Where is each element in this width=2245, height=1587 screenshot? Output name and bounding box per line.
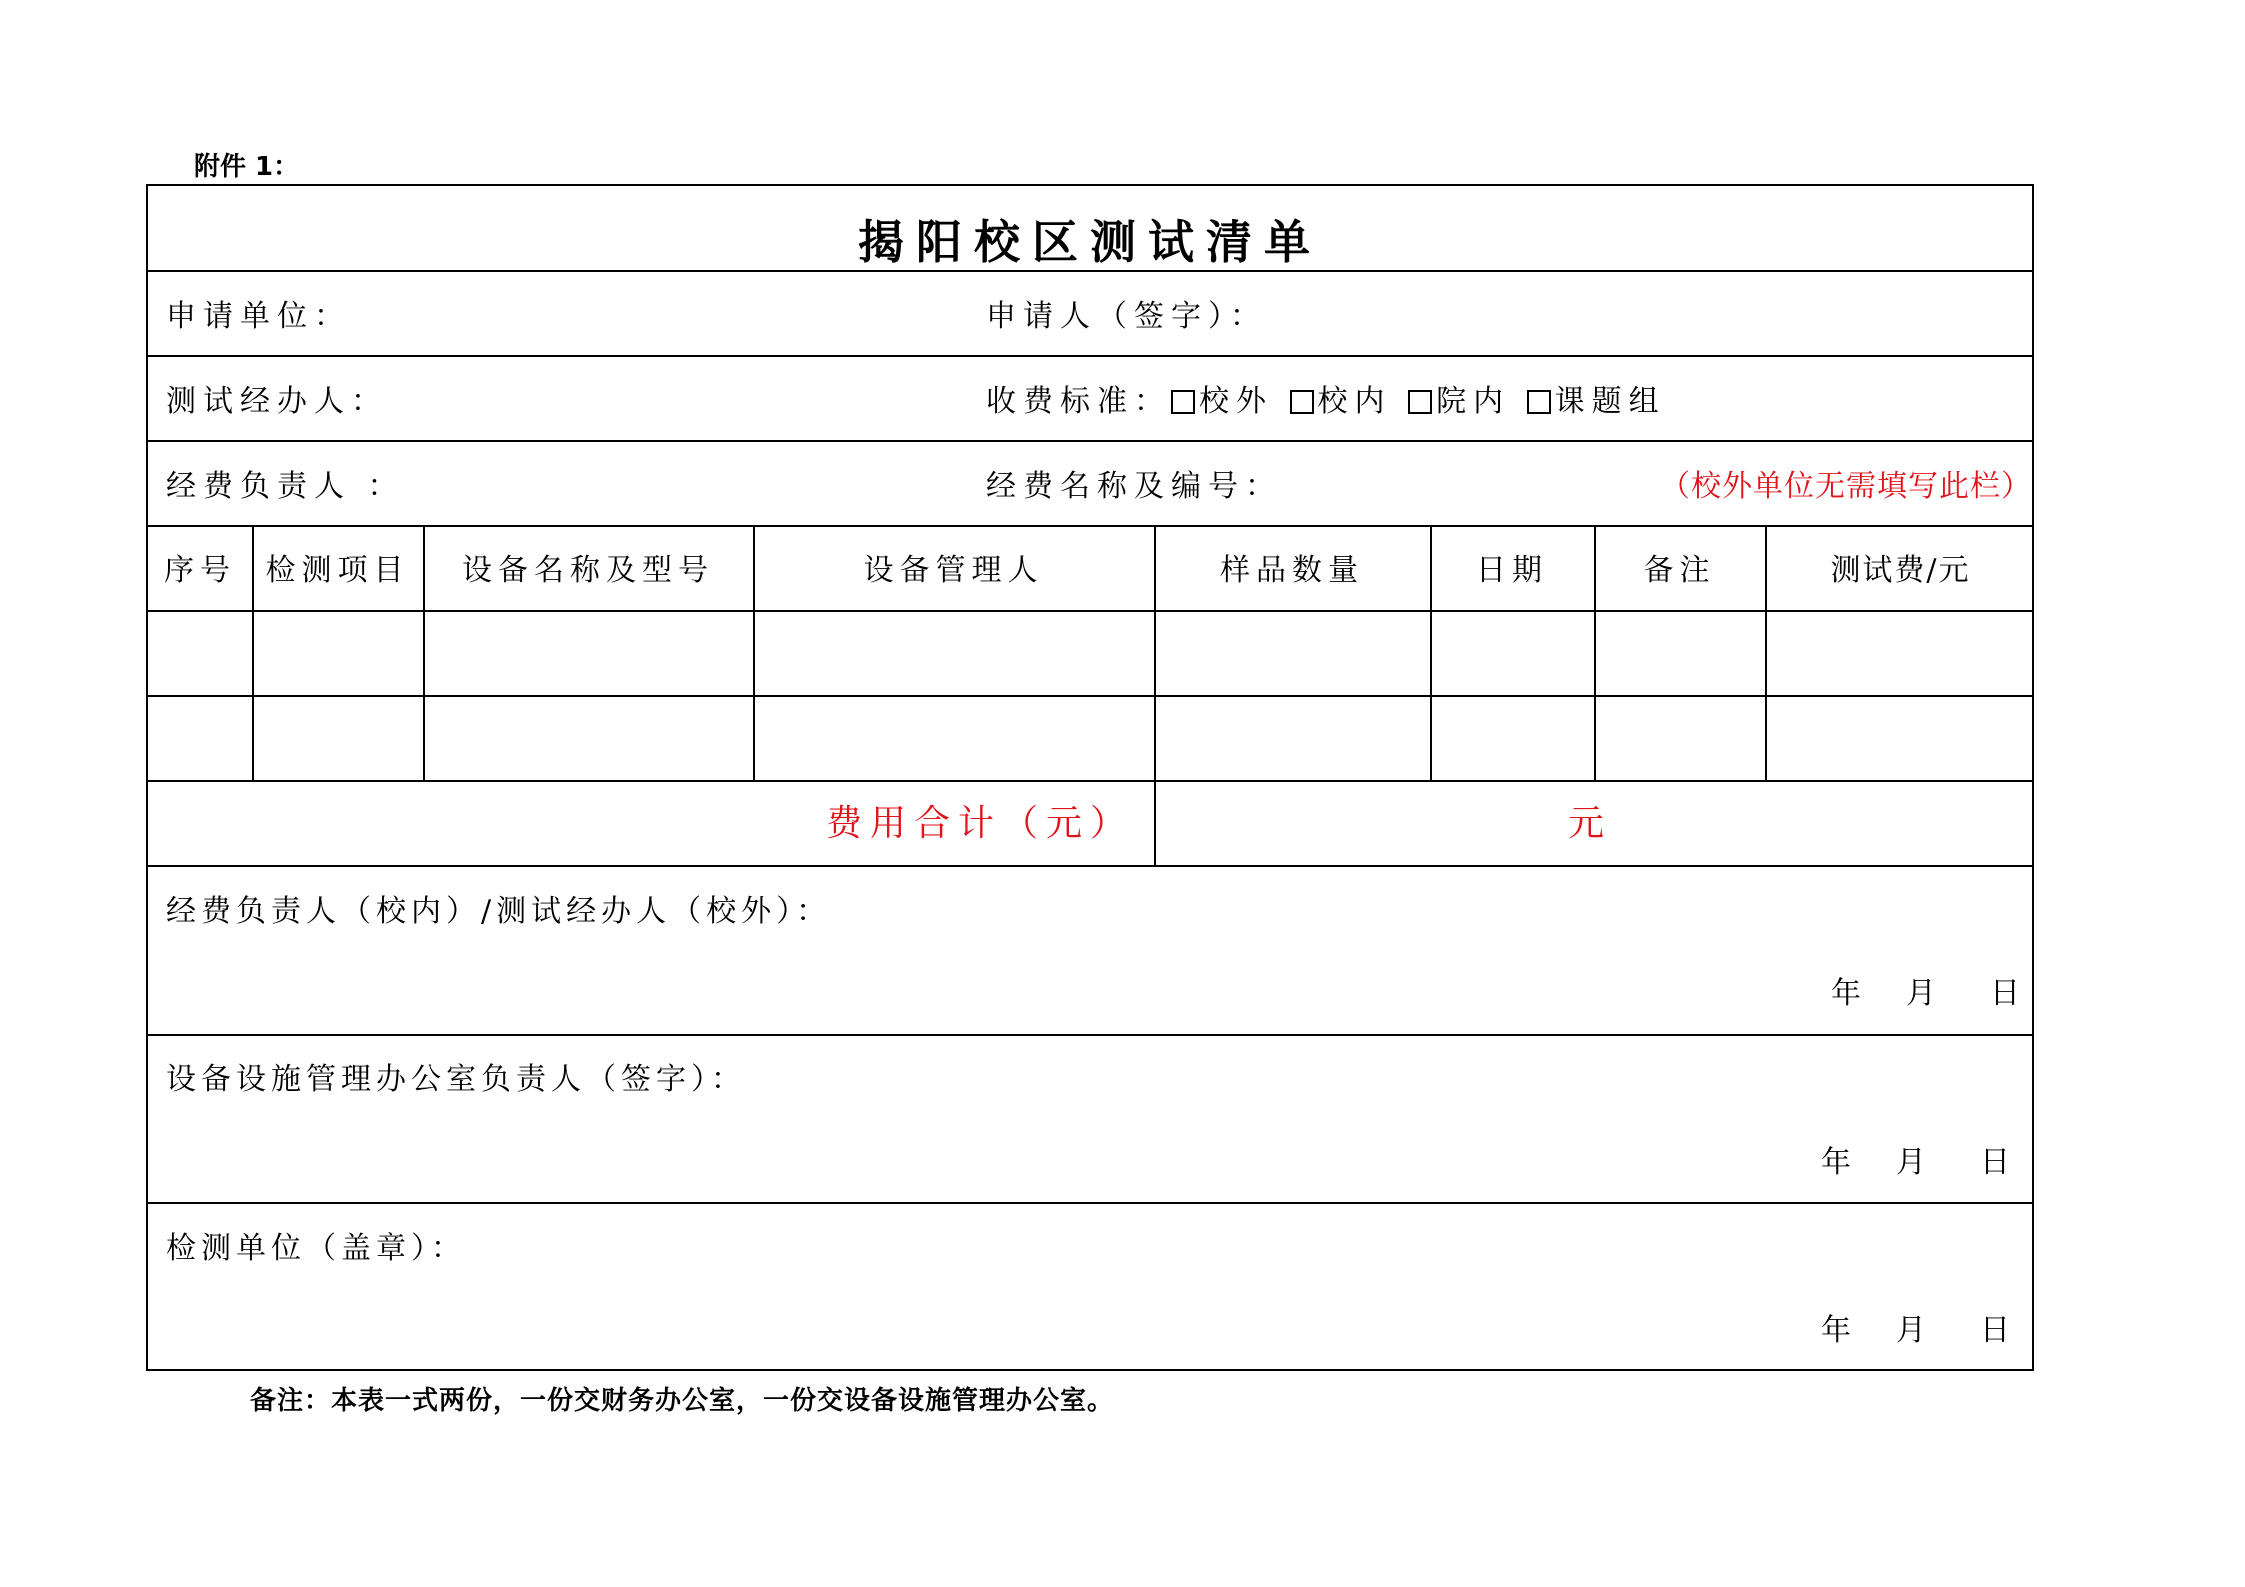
fee-option-college[interactable]: 院内 (1408, 384, 1510, 419)
checkbox[interactable] (1290, 390, 1314, 414)
header-equipment-manager: 设备管理人 (863, 553, 1044, 588)
header-sample-quantity: 样品数量 (1220, 553, 1364, 588)
header-serial: 序号 (164, 553, 236, 588)
funding-name-label: 经费名称及编号： (986, 469, 1282, 504)
date-year: 年 (1831, 976, 1868, 1011)
divider (148, 1202, 2032, 1204)
date-day: 日 (1990, 976, 2027, 1011)
test-list-form (146, 184, 2034, 1371)
header-test-item: 检测项目 (265, 553, 410, 588)
signature-label-funding: 经费负责人（校内）/测试经办人（校外）： (166, 894, 832, 929)
date-day: 日 (1980, 1313, 2017, 1348)
divider (148, 270, 2032, 272)
checkbox[interactable] (1171, 390, 1195, 414)
fee-option-external[interactable]: 校外 (1171, 384, 1273, 419)
divider (148, 780, 2032, 782)
date-month: 月 (1896, 1313, 1933, 1348)
checkbox[interactable] (1527, 390, 1551, 414)
footnote: 备注：本表一式两份，一份交财务办公室，一份交设备设施管理办公室。 (250, 1386, 1115, 1416)
fee-option-project-group[interactable]: 课题组 (1527, 384, 1666, 419)
fee-standard-label: 收费标准： (986, 384, 1171, 419)
checkbox[interactable] (1408, 390, 1432, 414)
table-row[interactable] (148, 610, 2032, 695)
date-day: 日 (1980, 1145, 2017, 1180)
date-month: 月 (1896, 1145, 1933, 1180)
header-remarks: 备注 (1643, 553, 1716, 588)
header-date: 日期 (1476, 553, 1548, 588)
divider (148, 355, 2032, 357)
fee-option-internal[interactable]: 校内 (1290, 384, 1392, 419)
divider (148, 865, 2032, 867)
date-year: 年 (1821, 1145, 1858, 1180)
divider (148, 1034, 2032, 1036)
test-handler-label: 测试经办人： (166, 384, 388, 419)
attachment-label: 附件 1： (194, 152, 300, 182)
total-unit[interactable]: 元 (1567, 803, 1610, 844)
header-test-fee: 测试费/元 (1830, 553, 1971, 588)
applicant-signature-label: 申请人（签字）： (986, 299, 1267, 334)
divider (148, 525, 2032, 527)
date-month: 月 (1906, 976, 1943, 1011)
signature-label-facility-office: 设备设施管理办公室负责人（签字）： (166, 1062, 746, 1097)
total-label: 费用合计（元） (825, 803, 1134, 844)
header-equipment-model: 设备名称及型号 (462, 553, 714, 588)
date-year: 年 (1821, 1313, 1858, 1348)
signature-label-testing-unit: 检测单位（盖章）： (166, 1231, 466, 1266)
table-row[interactable] (148, 695, 2032, 780)
divider (148, 440, 2032, 442)
form-title: 揭阳校区测试清单 (858, 215, 1322, 269)
external-unit-note: （校外单位无需填写此栏） (1660, 469, 2032, 504)
fee-standard (986, 384, 1666, 420)
funding-manager-label: 经费负责人 ： (166, 469, 405, 504)
applicant-unit-label: 申请单位： (166, 299, 351, 334)
